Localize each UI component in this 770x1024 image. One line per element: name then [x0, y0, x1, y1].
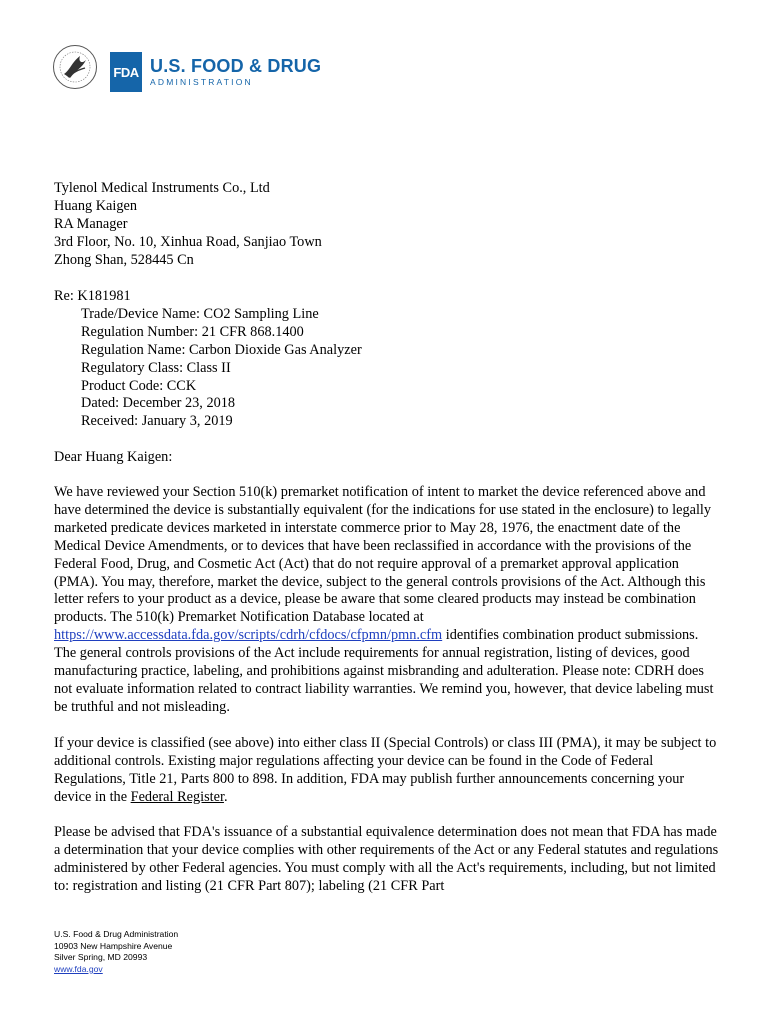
recipient-address-line1: 3rd Floor, No. 10, Xinhua Road, Sanjiao Town — [54, 233, 322, 250]
recipient-company: Tylenol Medical Instruments Co., Ltd — [54, 180, 270, 196]
reference-number: Re: K181981 — [54, 288, 131, 304]
recipient-name: Huang Kaigen — [54, 197, 137, 214]
product-code: Product Code: CCK — [81, 377, 197, 394]
recipient-address — [54, 180, 322, 270]
reference-details — [54, 306, 362, 431]
paragraph-2-text-b: . — [223, 788, 228, 805]
dated: Dated: December 23, 2018 — [81, 395, 236, 412]
fda-wordmark — [150, 56, 321, 88]
paragraph-1-text-a: We have reviewed your Section 510(k) premarket notification of intent to market the device referenced above and have determined the device is substantially equivalent (for the indications for use stated in the enclosure) to legally marketed predicate devices marketed in interstate commerce prior to May 28, 1976, the enactment date of the Medical Device Amendments, or to devices that have been reclassified in accordance with the provisions of the Federal Food, Drug, and Cosmetic Act (Act) that do not require approval of a premarket approval application (PMA). You may, therefore, market the device, subject to the general controls provisions of the Act. Although this letter refers to your product as a device, please be aware that some cleared products may instead be combination products. The 510(k) Premarket Notification Database located at — [54, 484, 712, 626]
paragraph-1-text-b: identifies combination product submissions. The general controls provisions of the Act include requirements for annual registration, listing of devices, good manufacturing practice, labeling, and prohibitions against misbranding and adulteration. Please note: CDRH does not evaluate information related to contract liability warranties. We remind you, however, that device labeling must be truthful and not misleading. — [54, 627, 714, 715]
recipient-address-line2: Zhong Shan, 528445 Cn — [54, 251, 194, 268]
paragraph-2-text-a: If your device is classified (see above) into either class II (Special Controls) or class III (PMA), it may be subject to additional controls. Existing major regulations affecting your device can be found in the Code of Federal Regulations, Title 21, Parts 800 to 898. In addition, FDA may publish further announcements concerning your device in the — [54, 735, 717, 805]
footer-agency: U.S. Food & Drug Administration — [54, 929, 179, 939]
paragraph-510k-review — [54, 484, 719, 717]
footer-city: Silver Spring, MD 20993 — [54, 952, 148, 963]
paragraph-compliance-notice: Please be advised that FDA's issuance of a substantial equivalence determination does not mean that FDA has made a determination that your device complies with other requirements of the Act or any Federal statutes and regulations administered by other Federal agencies. You must comply with all the Act's requirements, including, but not limited to: registration and listing (21 CFR Part 807); labeling (21 CFR Part — [54, 824, 719, 894]
pmn-database-link[interactable]: https://www.accessdata.fda.gov/scripts/cdrh/cfdocs/cfpmn/pmn.cfm — [54, 627, 443, 644]
regulation-name: Regulation Name: Carbon Dioxide Gas Analyzer — [81, 341, 362, 358]
fda-logo — [110, 52, 321, 92]
regulation-number: Regulation Number: 21 CFR 868.1400 — [81, 323, 304, 340]
fda-wordmark-line2: ADMINISTRATION — [150, 77, 253, 87]
salutation: Dear Huang Kaigen: — [54, 449, 173, 465]
footer-street: 10903 New Hampshire Avenue — [54, 940, 173, 951]
footer-address — [54, 929, 178, 975]
hhs-seal-icon — [52, 44, 98, 90]
footer-website-link[interactable]: www.fda.gov — [54, 963, 103, 974]
recipient-title: RA Manager — [54, 215, 128, 232]
reference-block — [54, 288, 362, 431]
fda-logo-box: FDA — [110, 52, 142, 92]
paragraph-additional-controls — [54, 735, 719, 807]
fda-wordmark-line1: U.S. FOOD & DRUG — [150, 56, 322, 76]
trade-device-name: Trade/Device Name: CO2 Sampling Line — [81, 305, 319, 322]
regulatory-class: Regulatory Class: Class II — [81, 359, 231, 376]
received: Received: January 3, 2019 — [81, 413, 233, 430]
federal-register-text: Federal Register — [130, 788, 224, 805]
